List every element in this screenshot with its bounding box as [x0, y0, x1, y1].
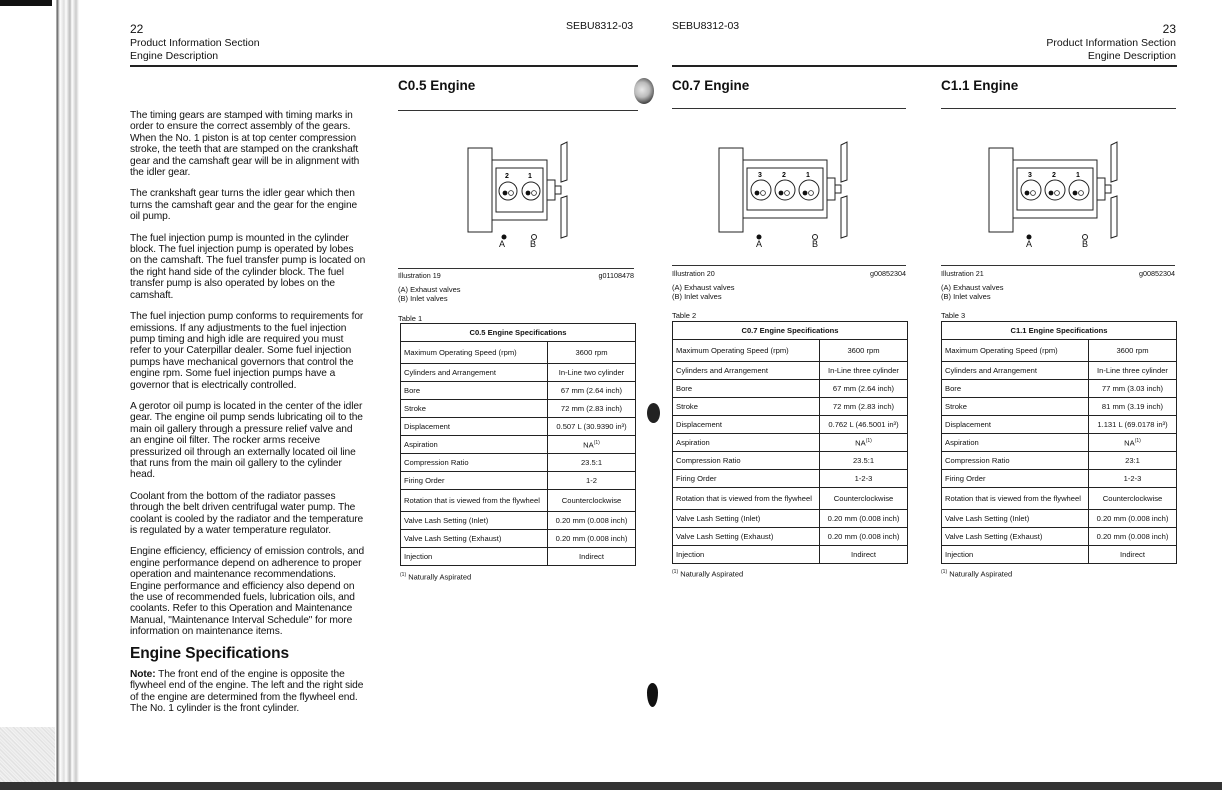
table-row: Cylinders and Arrangement In-Line three cylinder: [673, 362, 908, 380]
title-rule: [672, 108, 906, 109]
doc-code-right: SEBU8312-03: [672, 20, 740, 32]
marker-b: B: [812, 239, 819, 249]
footnote: $^{(1)}$ Naturally Aspirated: [672, 569, 744, 579]
doc-code-left: SEBU8312-03: [566, 20, 634, 32]
subsection-header-left: Engine Description: [130, 50, 219, 62]
illustration-number: Illustration 19: [398, 271, 441, 280]
svg-text:2: 2: [505, 173, 509, 180]
table-row: Displacement 0.762 L (46.5001 in³): [673, 416, 908, 434]
engine-diagram-c05: [460, 140, 580, 250]
illustration-rule: [398, 268, 634, 269]
table-row: Aspiration NA$^{(1)}$: [942, 434, 1177, 452]
legend: [398, 285, 461, 303]
spec-table-c11: [941, 321, 1177, 564]
table-row: Valve Lash Setting (Exhaust) 0.20 mm (0.008 inch): [673, 528, 908, 546]
title-rule: [398, 110, 638, 111]
engine-description-text: [130, 110, 366, 725]
illustration-rule: [672, 265, 906, 266]
svg-text:2: 2: [782, 172, 786, 179]
svg-text:3: 3: [758, 172, 762, 179]
paragraph: Coolant from the bottom of the radiator passes through the belt driven centrifugal water pump. The coolant is cooled by the radiator and the temperature is regulated by a water temperature regulator.: [130, 490, 364, 536]
legend: [672, 283, 735, 301]
book-page-edges: [52, 0, 82, 790]
legend-inlet: (B) Inlet valves: [398, 294, 448, 303]
header-rule-right: [672, 65, 1177, 67]
paragraph: Engine efficiency, efficiency of emission controls, and engine performance depend on adherence to proper operation and maintenance recommendations. Engine performance and efficiency also depend on the use of recommended fuels, lubrication oils, and coolants. Refer to this Operation and Maintenance Manual, "Maintenance Interval Schedule" for more information on maintenance items.: [130, 546, 365, 638]
svg-text:1: 1: [806, 172, 810, 179]
engine-title-c11: C1.1 Engine: [941, 78, 1019, 93]
table-row: Displacement 0.507 L (30.9390 in³): [401, 418, 636, 436]
marker-b: B: [530, 239, 537, 249]
table-title: C0.7 Engine Specifications: [673, 322, 908, 340]
table-row: Cylinders and Arrangement In-Line two cylinder: [401, 364, 636, 382]
marker-a: A: [756, 239, 763, 249]
image-code: g00852304: [870, 269, 906, 278]
table-row: Valve Lash Setting (Inlet) 0.20 mm (0.008 inch): [673, 510, 908, 528]
paragraph: The crankshaft gear turns the idler gear which then turns the camshaft gear and the gear for the engine oil pump.: [130, 188, 358, 223]
table-row: Maximum Operating Speed (rpm) 3600 rpm: [673, 340, 908, 362]
table-row: Stroke 81 mm (3.19 inch): [942, 398, 1177, 416]
legend-inlet: (B) Inlet valves: [672, 292, 722, 301]
image-code: g01108478: [598, 271, 634, 280]
engine-title-c07: C0.7 Engine: [672, 78, 750, 93]
illustration-caption: [398, 271, 634, 280]
table-title: C0.5 Engine Specifications: [401, 324, 636, 342]
table-row: Firing Order 1-2: [401, 472, 636, 490]
marker-a: A: [499, 239, 506, 249]
legend-exhaust: (A) Exhaust valves: [398, 285, 461, 294]
illustration-number: Illustration 20: [672, 269, 715, 278]
scan-edge-top: [0, 0, 60, 6]
binder-hole-icon: [647, 403, 660, 423]
table-row: Valve Lash Setting (Inlet) 0.20 mm (0.008 inch): [942, 510, 1177, 528]
footnote: $^{(1)}$ Naturally Aspirated: [941, 569, 1013, 579]
engine-title-c05: C0.5 Engine: [398, 78, 476, 93]
scan-edge-bottom: [0, 782, 1222, 790]
table-row: Injection Indirect: [673, 546, 908, 564]
svg-text:2: 2: [1052, 172, 1056, 179]
table-row: Bore 67 mm (2.64 inch): [401, 382, 636, 400]
table-row: Rotation that is viewed from the flywheel Counterclockwise: [401, 490, 636, 512]
table-row: Stroke 72 mm (2.83 inch): [401, 400, 636, 418]
table-label: Table 3: [941, 311, 966, 320]
marker-b: B: [1082, 239, 1089, 249]
svg-text:1: 1: [528, 173, 532, 180]
table-row: Injection Indirect: [942, 546, 1177, 564]
table-row: Bore 67 mm (2.64 inch): [673, 380, 908, 398]
image-code: g00852304: [1139, 269, 1175, 278]
table-row: Rotation that is viewed from the flywheel Counterclockwise: [673, 488, 908, 510]
table-row: Cylinders and Arrangement In-Line three cylinder: [942, 362, 1177, 380]
table-row: Compression Ratio 23.5:1: [673, 452, 908, 470]
section-header-left: Product Information Section: [130, 37, 260, 49]
table-row: Valve Lash Setting (Inlet) 0.20 mm (0.008 inch): [401, 512, 636, 530]
illustration-caption: [941, 269, 1175, 278]
note-text: The front end of the engine is opposite the flywheel end of the engine. The left and the right side of the engine are determined from the flywheel end. The No. 1 cylinder is the front cylinder.: [130, 669, 364, 715]
engine-diagram-c11: [985, 140, 1135, 250]
spec-table-c05: [400, 323, 636, 566]
table-row: Compression Ratio 23.5:1: [401, 454, 636, 472]
table-row: Aspiration NA$^{(1)}$: [401, 436, 636, 454]
scan-noise: [0, 727, 55, 782]
engine-diagram-c07: [715, 140, 865, 250]
table-label: Table 1: [398, 314, 423, 323]
paragraph: A gerotor oil pump is located in the center of the idler gear. The engine oil pump sends lubricating oil to the main oil gallery through a pressure relief valve and an engine oil filter. The rocker arms receive pressurized oil through an externally located oil line that runs from the main oil gallery to the cylinder head.: [130, 400, 363, 481]
table-row: Stroke 72 mm (2.83 inch): [673, 398, 908, 416]
table-row: Rotation that is viewed from the flywheel Counterclockwise: [942, 488, 1177, 510]
table-row: Valve Lash Setting (Exhaust) 0.20 mm (0.008 inch): [401, 530, 636, 548]
svg-text:1: 1: [1076, 172, 1080, 179]
svg-text:3: 3: [1028, 172, 1032, 179]
table-title: C1.1 Engine Specifications: [942, 322, 1177, 340]
section-title: Engine Specifications: [130, 644, 289, 662]
legend-inlet: (B) Inlet valves: [941, 292, 991, 301]
paragraph: The timing gears are stamped with timing marks in order to ensure the correct assembly of the gears. When the No. 1 piston is at top center compression stroke, the teeth that are stamped on the crankshaft gear and the camshaft gear will be in alignment with the idler gear.: [130, 110, 360, 179]
illustration-rule: [941, 265, 1175, 266]
marker-a: A: [1026, 239, 1033, 249]
table-row: Maximum Operating Speed (rpm) 3600 rpm: [942, 340, 1177, 362]
illustration-number: Illustration 21: [941, 269, 984, 278]
footnote: $^{(1)}$ Naturally Aspirated: [400, 572, 472, 582]
table-row: Displacement 1.131 L (69.0178 in³): [942, 416, 1177, 434]
table-row: Maximum Operating Speed (rpm) 3600 rpm: [401, 342, 636, 364]
paragraph: The fuel injection pump conforms to requirements for emissions. If any adjustments to the fuel injection pump timing and high idle are required you must refer to your Caterpillar dealer. Some fuel injection pumps have mechanical governors that control the engine rpm. Some fuel injection pumps have a governor that is electrically controlled.: [130, 311, 364, 391]
legend-exhaust: (A) Exhaust valves: [941, 283, 1004, 292]
title-rule: [941, 108, 1176, 109]
binder-hole-icon: [647, 683, 658, 707]
page-number-left: 22: [130, 22, 144, 36]
page-number-right: 23: [1162, 22, 1176, 36]
table-row: Aspiration NA$^{(1)}$: [673, 434, 908, 452]
note-paragraph: [130, 669, 366, 715]
table-row: Valve Lash Setting (Exhaust) 0.20 mm (0.008 inch): [942, 528, 1177, 546]
paragraph: The fuel injection pump is mounted in the cylinder block. The fuel injection pump is operated by lobes on the camshaft. The fuel transfer pump is located on the right hand side of the cylinder block. The fuel transfer pump is also operated by lobes on the camshaft.: [130, 232, 366, 301]
table-row: Firing Order 1-2-3: [942, 470, 1177, 488]
header-rule-left: [130, 65, 638, 67]
table-row: Compression Ratio 23:1: [942, 452, 1177, 470]
table-row: Bore 77 mm (3.03 inch): [942, 380, 1177, 398]
legend-exhaust: (A) Exhaust valves: [672, 283, 735, 292]
table-label: Table 2: [672, 311, 697, 320]
spec-table-c07: [672, 321, 908, 564]
binder-hole-icon: [634, 78, 654, 104]
legend: [941, 283, 1004, 301]
note-label: Note:: [130, 669, 156, 681]
subsection-header-right: Engine Description: [1087, 50, 1176, 62]
section-header-right: Product Information Section: [1046, 37, 1176, 49]
illustration-caption: [672, 269, 906, 278]
table-row: Firing Order 1-2-3: [673, 470, 908, 488]
table-row: Injection Indirect: [401, 548, 636, 566]
